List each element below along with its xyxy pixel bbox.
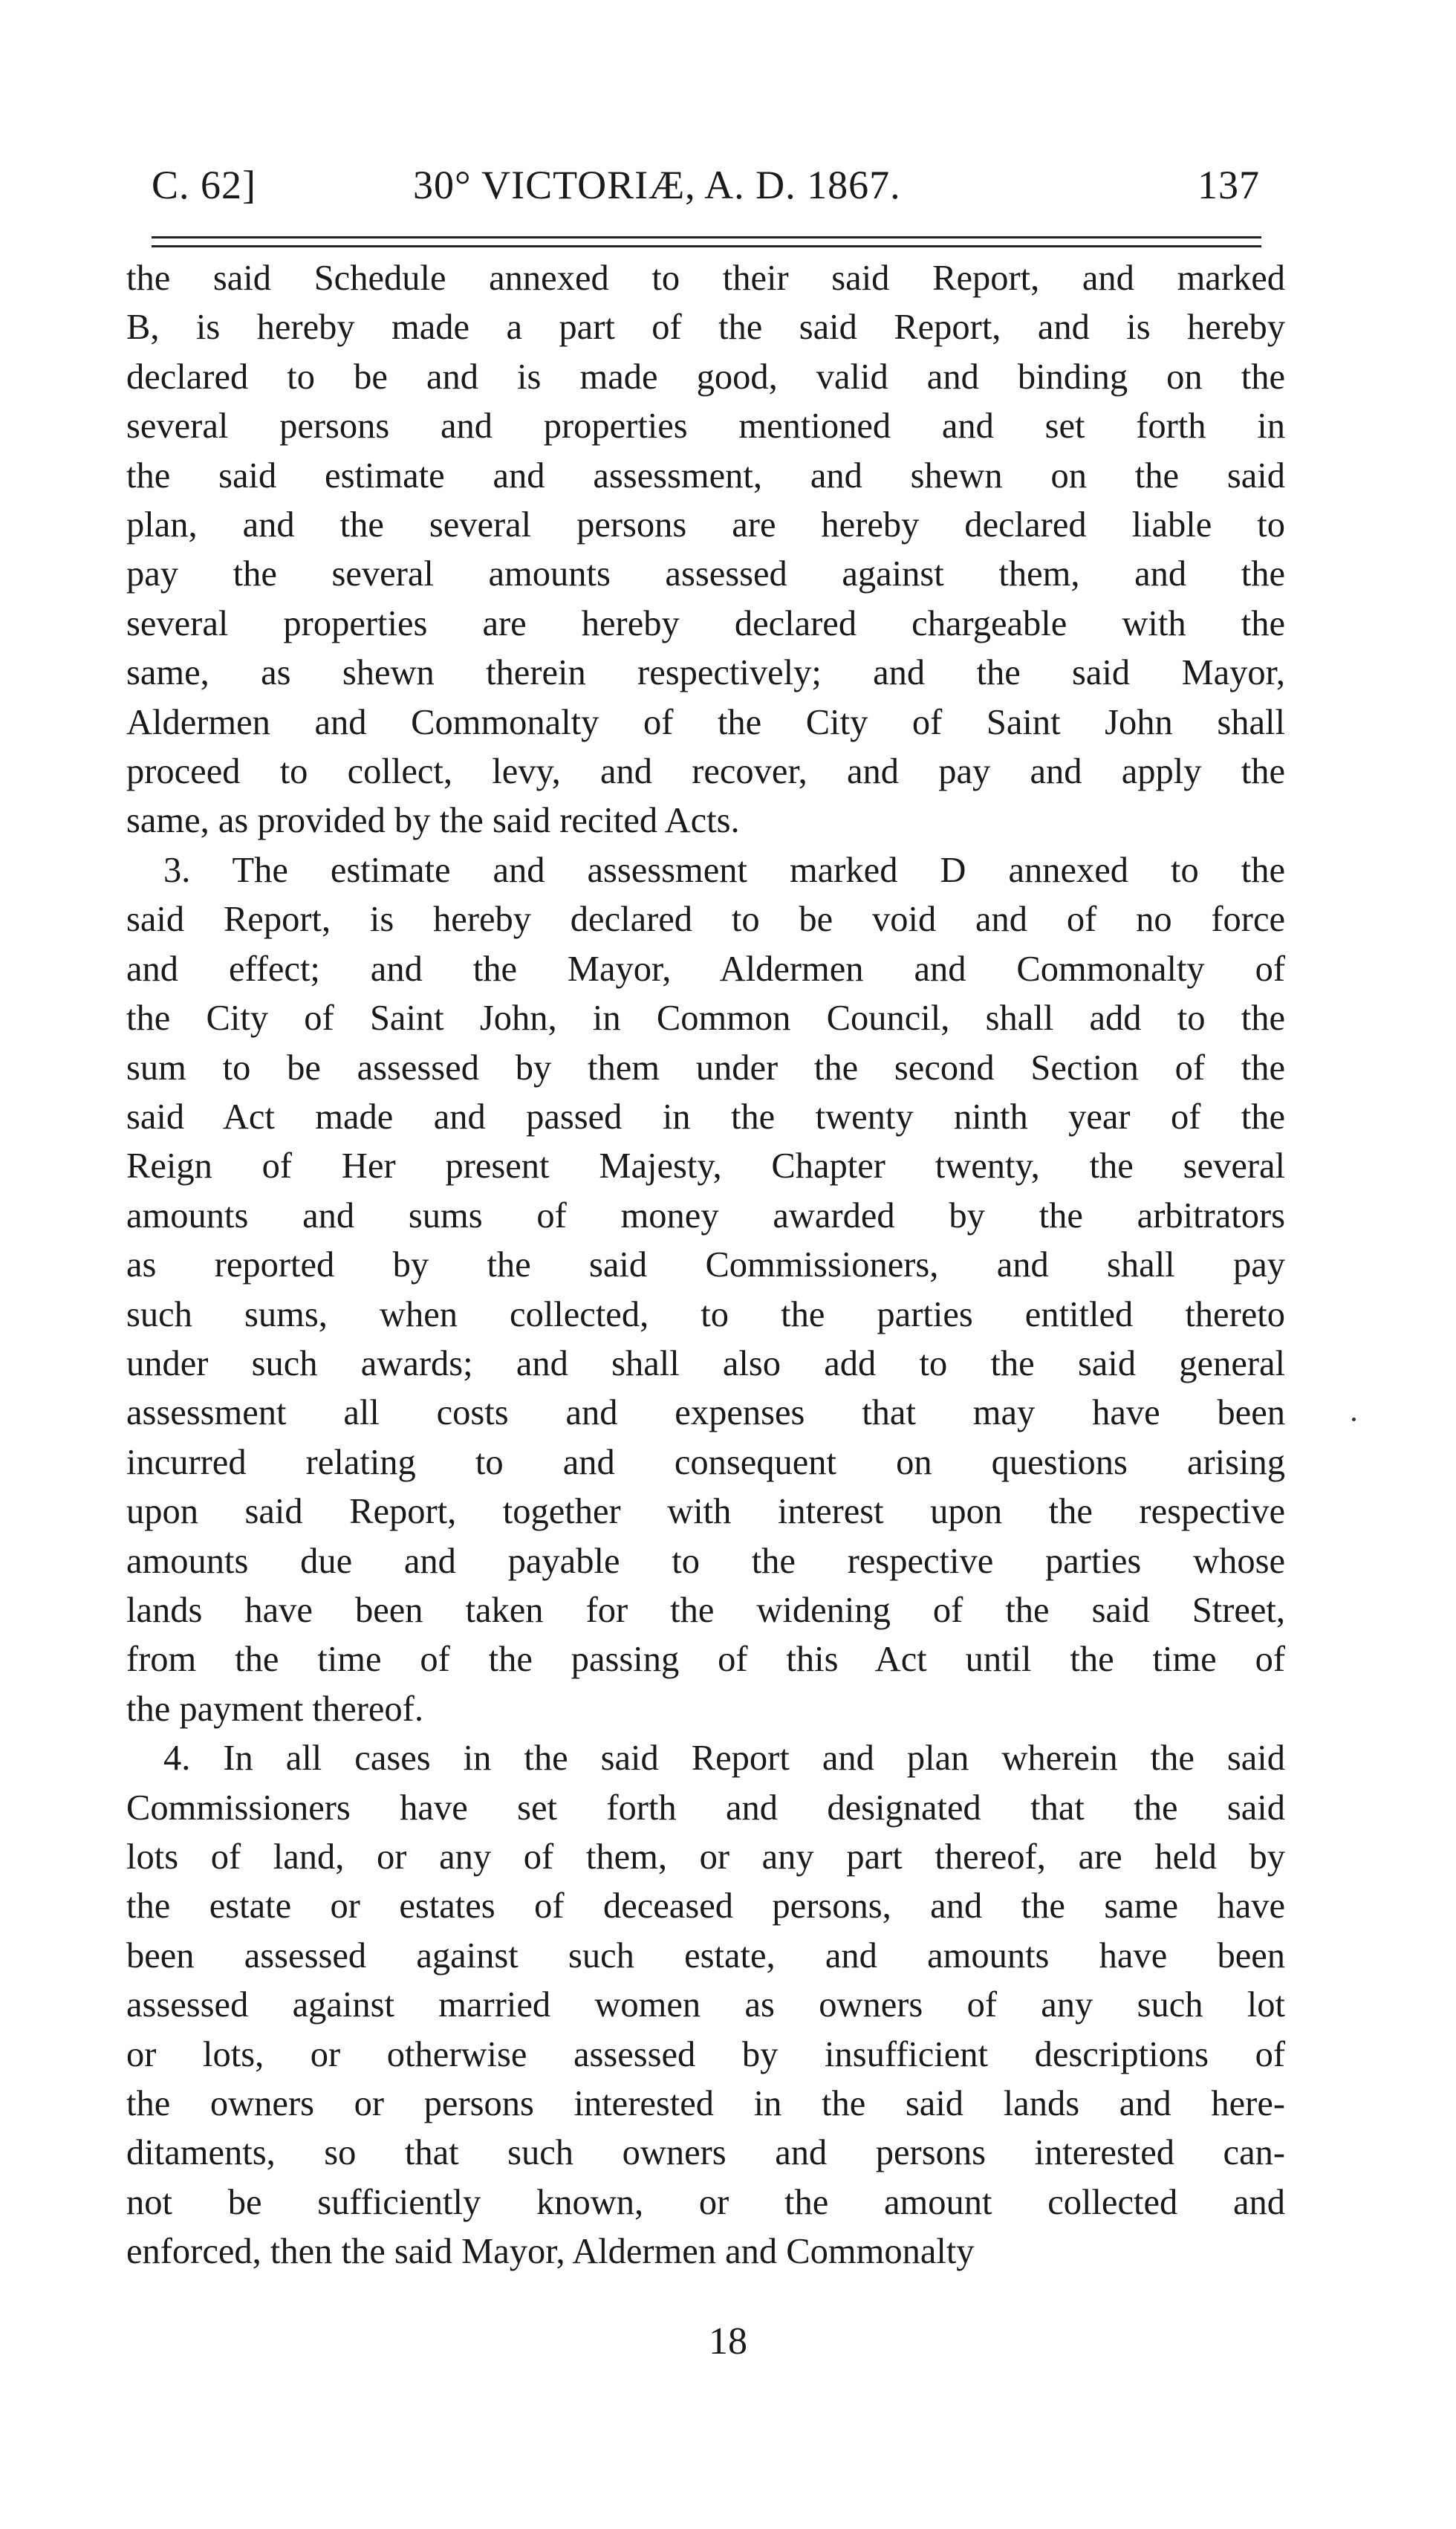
text-line: 3. The estimate and assessment marked D annexed to the bbox=[163, 850, 1285, 890]
text-line: said Report, is hereby declared to be void and of no force bbox=[126, 900, 1285, 940]
page-number: 137 bbox=[1197, 163, 1260, 207]
text-line: the City of Saint John, in Common Council, shall add to the bbox=[126, 999, 1285, 1039]
text-line: Reign of Her present Majesty, Chapter twenty, the several bbox=[126, 1146, 1285, 1186]
text-line: sum to be assessed by them under the second Section of the bbox=[126, 1048, 1285, 1088]
header-rule-top bbox=[152, 236, 1261, 238]
text-line: assessment all costs and expenses that may have been bbox=[126, 1393, 1285, 1433]
text-line: the payment thereof. bbox=[126, 1689, 423, 1729]
text-line: amounts and sums of money awarded by the arbitrators bbox=[126, 1195, 1285, 1236]
text-line: said Act made and passed in the twenty ninth year of the bbox=[126, 1097, 1285, 1137]
text-line: several properties are hereby declared chargeable with the bbox=[126, 603, 1285, 643]
signature-mark: 18 bbox=[709, 2320, 747, 2363]
text-line: and effect; and the Mayor, Aldermen and Commonalty of bbox=[126, 949, 1285, 989]
paragraph bbox=[126, 254, 1285, 846]
text-line: the said Schedule annexed to their said Report, and marked bbox=[126, 259, 1285, 298]
text-line: proceed to collect, levy, and recover, and pay and apply the bbox=[126, 752, 1285, 792]
text-line: as reported by the said Commissioners, and shall pay bbox=[126, 1245, 1285, 1285]
chapter-reference: C. 62] bbox=[152, 163, 256, 207]
header-rule-bottom bbox=[152, 245, 1261, 247]
text-line: Aldermen and Commonalty of the City of Saint John shall bbox=[126, 702, 1285, 742]
text-line: ditaments, so that such owners and persons interested can- bbox=[126, 2133, 1285, 2173]
text-line: 4. In all cases in the said Report and plan wherein the said bbox=[163, 1739, 1285, 1779]
text-line: B, is hereby made a part of the said Report, and is hereby bbox=[126, 308, 1285, 348]
text-line: under such awards; and shall also add to the said general bbox=[126, 1343, 1285, 1383]
text-line: lands have been taken for the widening of the said Street, bbox=[126, 1590, 1285, 1630]
text-line: the owners or persons interested in the said lands and here- bbox=[126, 2084, 1285, 2124]
running-title: 30° VICTORIÆ, A. D. 1867. bbox=[413, 163, 901, 207]
text-line: declared to be and is made good, valid and binding on the bbox=[126, 357, 1285, 397]
text-line: same, as provided by the said recited Acts. bbox=[126, 801, 740, 841]
text-line: not be sufficiently known, or the amount collected and bbox=[126, 2182, 1285, 2222]
running-head bbox=[152, 162, 1260, 214]
text-line: been assessed against such estate, and amounts have been bbox=[126, 1935, 1285, 1976]
text-line: the said estimate and assessment, and shewn on the said bbox=[126, 455, 1285, 496]
text-line: enforced, then the said Mayor, Aldermen and Commonalty bbox=[126, 2232, 975, 2272]
text-line: several persons and properties mentioned and set forth in bbox=[126, 406, 1285, 447]
text-line: such sums, when collected, to the parties entitled thereto bbox=[126, 1294, 1285, 1334]
text-line: pay the several amounts assessed against them, and the bbox=[126, 554, 1285, 594]
text-line: from the time of the passing of this Act until the time of bbox=[126, 1640, 1285, 1680]
print-speck bbox=[1352, 1418, 1356, 1421]
text-line: the estate or estates of deceased persons, and the same have bbox=[126, 1886, 1285, 1926]
text-line: assessed against married women as owners of any such lot bbox=[126, 1985, 1285, 2025]
text-line: incurred relating to and consequent on questions arising bbox=[126, 1442, 1285, 1482]
paragraph bbox=[126, 846, 1285, 1734]
body-text bbox=[126, 254, 1285, 2277]
text-line: upon said Report, together with interest upon the respective bbox=[126, 1492, 1285, 1532]
text-line: Commissioners have set forth and designated that the said bbox=[126, 1788, 1285, 1828]
text-line: or lots, or otherwise assessed by insufficient descriptions of bbox=[126, 2034, 1285, 2074]
text-line: lots of land, or any of them, or any part thereof, are held by bbox=[126, 1837, 1285, 1877]
text-line: amounts due and payable to the respective parties whose bbox=[126, 1541, 1285, 1581]
text-line: same, as shewn therein respectively; and the said Mayor, bbox=[126, 653, 1285, 693]
text-line: plan, and the several persons are hereby declared liable to bbox=[126, 505, 1285, 545]
paragraph bbox=[126, 1734, 1285, 2276]
